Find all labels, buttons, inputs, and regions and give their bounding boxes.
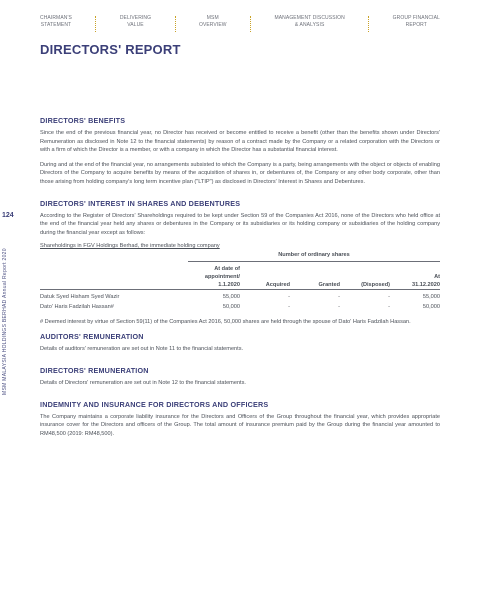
table-caption: Shareholdings in FGV Holdings Berhad, the immediate holding company <box>40 243 220 250</box>
nav-divider <box>250 16 251 32</box>
page-number: 124 <box>2 212 14 219</box>
nav-divider <box>175 16 176 32</box>
nav-label-line1: MSM <box>206 15 219 21</box>
nav-delivering-value[interactable] <box>120 15 151 39</box>
nav-label-line1: DELIVERING <box>119 15 152 21</box>
nav-chairmans-statement[interactable] <box>40 15 72 39</box>
table-row <box>40 290 440 303</box>
sidebar-label <box>2 245 11 395</box>
table-header-row <box>40 262 440 290</box>
cell-disposed: - <box>388 304 390 311</box>
col-header-appointment: At date of appointment/ 1.1.2020 <box>204 266 240 289</box>
col-header-year-end: At 31.12.2020 <box>412 274 440 289</box>
nav-management-discussion[interactable] <box>274 15 344 39</box>
cell-acquired: - <box>288 304 290 311</box>
section-heading-remuneration: DIRECTORS' REMUNERATION <box>40 365 149 375</box>
page-title: DIRECTORS' REPORT <box>40 42 181 57</box>
section-heading-benefits: DIRECTORS' BENEFITS <box>40 116 126 125</box>
cell-disposed: - <box>388 294 390 301</box>
nav-label-line2: OVERVIEW <box>198 22 227 28</box>
table-row <box>40 302 440 312</box>
paragraph: Details of auditors' remuneration are set out in Note 11 to the financial statements. <box>40 346 244 353</box>
nav-label-line2: & ANALYSIS <box>294 22 325 28</box>
table-group-header: Number of ordinary shares <box>188 251 440 262</box>
cell-appointment: 55,000 <box>222 294 240 301</box>
footnote: # Deemed interest by virtue of Section 59(11) of the Companies Act 2016, 50,000 shares are held through the spouse of Dato' Haris Fadzilah Hassan. <box>40 319 411 326</box>
nav-divider <box>368 16 369 32</box>
nav-label-line2: REPORT <box>405 22 427 28</box>
nav-label-line1: CHAIRMAN'S <box>40 15 72 21</box>
nav-label-line1: MANAGEMENT DISCUSSION <box>274 15 345 21</box>
cell-granted: - <box>338 304 340 311</box>
col-header-acquired: Acquired <box>265 282 290 289</box>
cell-acquired: - <box>288 294 290 301</box>
section-heading-indemnity: INDEMNITY AND INSURANCE FOR DIRECTORS AND OFFICERS <box>40 399 269 409</box>
paragraph: According to the Register of Directors' Shareholdings required to be kept under Section 59 of the Companies Act 2016, none of the Directors who held office at the end of the financial year held any shares or debentures in the Company or its subsidiaries or its holding company or subsidiaries of the holding company during the financial year except as follows: <box>40 212 440 236</box>
nav-label-line2: VALUE <box>127 22 144 28</box>
section-heading-auditors: AUDITORS' REMUNERATION <box>40 332 144 342</box>
sidebar-text: MSM MALAYSIA HOLDINGS BERHAD Annual Report 2020 <box>2 248 8 395</box>
paragraph: The Company maintains a corporate liability insurance for the Directors and Officers of the Group throughout the financial year, which provides appropriate insurance cover for the Directors and officers of the Group. The total amount of insurance premium paid by the Group during the financial year amounted to RM48,500 (2019: RM48,500). <box>40 413 440 437</box>
director-name: Dato' Haris Fadzilah Hassan# <box>40 304 114 311</box>
paragraph: During and at the end of the financial year, no arrangements subsisted to which the Company is a party, being arrangements with the object or objects of enabling Directors of the Company to acquire benefits by means of the acquisition of shares in, or debentures of, the Company or any other body corporate, other than those arising from holding company's long term incentive plan ("LTIP") as disclosed in Directors' Interest in Shares and Debentures. <box>40 161 440 185</box>
cell-granted: - <box>338 294 340 301</box>
shareholdings-table <box>40 251 440 312</box>
paragraph: Since the end of the previous financial year, no Director has received or become entitled to receive a benefit (other than the benefits shown under Directors' Remuneration as disclosed in Note 12 to the financial statements) by reason of a contract made by the Company or a related corporation with the Directors or with a firm of which the Director is a member, or with a company in which the Director has a substantial financial interest. <box>40 130 440 154</box>
col-header-disposed: (Disposed) <box>361 282 390 289</box>
nav-divider <box>95 16 96 32</box>
main-content <box>40 116 440 444</box>
nav-msm-overview[interactable] <box>199 15 227 39</box>
cell-year-end: 50,000 <box>422 304 440 311</box>
nav-group-financial-report[interactable] <box>393 15 440 39</box>
col-header-granted: Granted <box>318 282 340 289</box>
top-navigation <box>40 15 440 39</box>
cell-appointment: 50,000 <box>222 304 240 311</box>
nav-label-line1: GROUP FINANCIAL <box>392 15 440 21</box>
director-name: Datuk Syed Hisham Syed Wazir <box>40 294 120 301</box>
paragraph: Details of Directors' remuneration are set out in Note 12 to the financial statements. <box>40 379 246 386</box>
section-heading-interest: DIRECTORS' INTEREST IN SHARES AND DEBENTURES <box>40 198 241 208</box>
cell-year-end: 55,000 <box>422 294 440 301</box>
nav-label-line2: STATEMENT <box>40 22 72 28</box>
